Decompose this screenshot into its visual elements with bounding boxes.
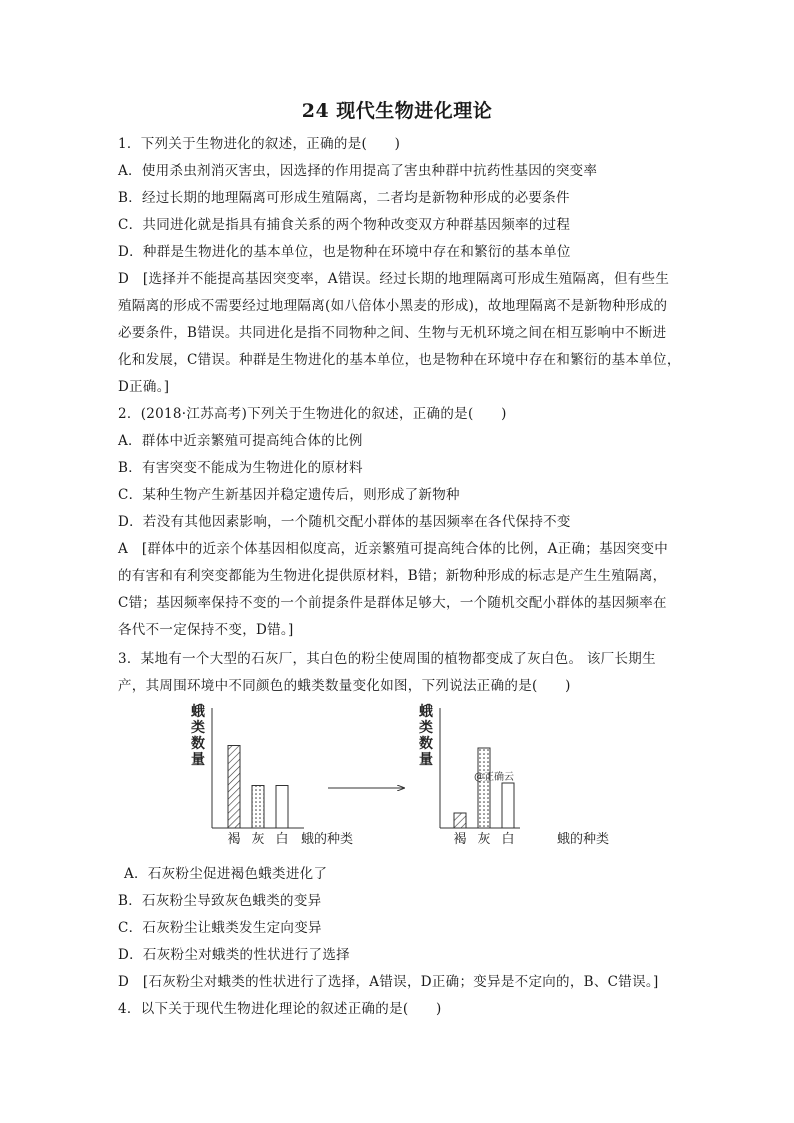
- x-tick-label: 灰: [477, 832, 491, 847]
- bar-褐: [228, 746, 240, 829]
- q1-answer-line: 化和发展，C错误。种群是生物进化的基本单位，也是物种在环境中存在和繁衍的基本单位，: [118, 352, 681, 368]
- q3-answer: D [石灰粉尘对蛾类的性状进行了选择，A错误，D正确；变异是不定向的，B、C错误。]: [118, 974, 659, 990]
- q1-answer-line: D正确。]: [118, 379, 170, 395]
- q1-option-d: D．种群是生物进化的基本单位，也是物种在环境中存在和繁衍的基本单位: [118, 244, 571, 260]
- y-axis-label-char: 蛾: [419, 704, 433, 720]
- bar-白: [502, 783, 514, 828]
- q2-stem: 2．(2018·江苏高考)下列关于生物进化的叙述，正确的是( ): [118, 406, 507, 422]
- y-axis-label-char: 类: [419, 720, 433, 736]
- moth-count-charts: [150, 700, 610, 860]
- q2-option-d: D．若没有其他因素影响，一个随机交配小群体的基因频率在各代保持不变: [118, 514, 571, 530]
- q1-option-a: A．使用杀虫剂消灭害虫，因选择的作用提高了害虫种群中抗药性基因的突变率: [118, 163, 598, 179]
- q1-answer-line: D [选择并不能提高基因突变率，A错误。经过长期的地理隔离可形成生殖隔离，但有些生: [118, 271, 670, 287]
- y-axis-label-char: 蛾: [191, 704, 205, 720]
- bar-灰: [252, 786, 264, 829]
- q1-stem: 1．下列关于生物进化的叙述，正确的是( ): [118, 136, 401, 152]
- x-tick-label: 白: [501, 832, 515, 847]
- x-axis-label: 蛾的种类: [300, 832, 354, 847]
- q2-answer-line: 的有害和有利突变都能为生物进化提供原材料，B错；新物种形成的标志是产生生殖隔离，: [118, 568, 667, 584]
- bar-褐: [454, 813, 466, 828]
- y-axis-label-char: 量: [419, 752, 433, 768]
- q4-stem: 4．以下关于现代生物进化理论的叙述正确的是( ): [118, 1001, 442, 1017]
- q2-answer-line: A [群体中的近亲个体基因相似度高，近亲繁殖可提高纯合体的比例，A正确；基因突变中: [118, 541, 669, 557]
- bar-chart-2: [419, 703, 609, 847]
- y-axis-label-char: 量: [191, 752, 205, 768]
- q1-option-b: B．经过长期的地理隔离可形成生殖隔离，二者均是新物种形成的必要条件: [118, 190, 570, 206]
- moth-count-figure: [150, 700, 610, 864]
- q2-answer-line: C错；基因频率保持不变的一个前提条件是群体足够大，一个随机交配小群体的基因频率在: [118, 595, 667, 611]
- q1-answer-line: 必要条件，B错误。共同进化是指不同物种之间、生物与无机环境之间在相互影响中不断进: [118, 325, 667, 341]
- q3-option-a: A．石灰粉尘促进褐色蛾类进化了: [124, 866, 328, 882]
- x-tick-label: 褐: [227, 832, 241, 847]
- x-tick-label: 白: [275, 832, 289, 847]
- q3-stem: 产，其周围环境中不同颜色的蛾类数量变化如图，下列说法正确的是( ): [118, 678, 571, 694]
- q2-option-a: A．群体中近亲繁殖可提高纯合体的比例: [118, 433, 363, 449]
- bar-chart-1: [191, 703, 353, 847]
- q3-stem: 3．某地有一个大型的石灰厂，其白色的粉尘使周围的植物都变成了灰白色。 该厂长期生: [118, 651, 656, 667]
- page-title: 24 现代生物进化理论: [301, 100, 493, 122]
- y-axis-label-char: 类: [191, 720, 205, 736]
- q3-option-d: D．石灰粉尘对蛾类的性状进行了选择: [118, 947, 350, 963]
- x-tick-label: 灰: [251, 832, 265, 847]
- x-axis-label: 蛾的种类: [556, 832, 610, 847]
- y-axis-label-char: 数: [419, 736, 433, 752]
- q1-answer-line: 殖隔离的形成不需要经过地理隔离(如八倍体小黑麦的形成)，故地理隔离不是新物种形成的: [118, 298, 668, 314]
- q2-option-c: C．某种生物产生新基因并稳定遗传后，则形成了新物种: [118, 487, 460, 503]
- watermark-text: @正确云: [474, 772, 514, 783]
- x-tick-label: 褐: [453, 832, 467, 847]
- y-axis-label-char: 数: [191, 736, 205, 752]
- q2-answer-line: 各代不一定保持不变，D错。]: [118, 622, 294, 638]
- q3-option-c: C．石灰粉尘让蛾类发生定向变异: [118, 920, 322, 936]
- bar-白: [276, 786, 288, 829]
- q3-option-b: B．石灰粉尘导致灰色蛾类的变异: [118, 893, 322, 909]
- q1-option-c: C．共同进化就是指具有捕食关系的两个物种改变双方种群基因频率的过程: [118, 217, 571, 233]
- bar-灰: [478, 748, 490, 828]
- q2-option-b: B．有害突变不能成为生物进化的原材料: [118, 460, 363, 476]
